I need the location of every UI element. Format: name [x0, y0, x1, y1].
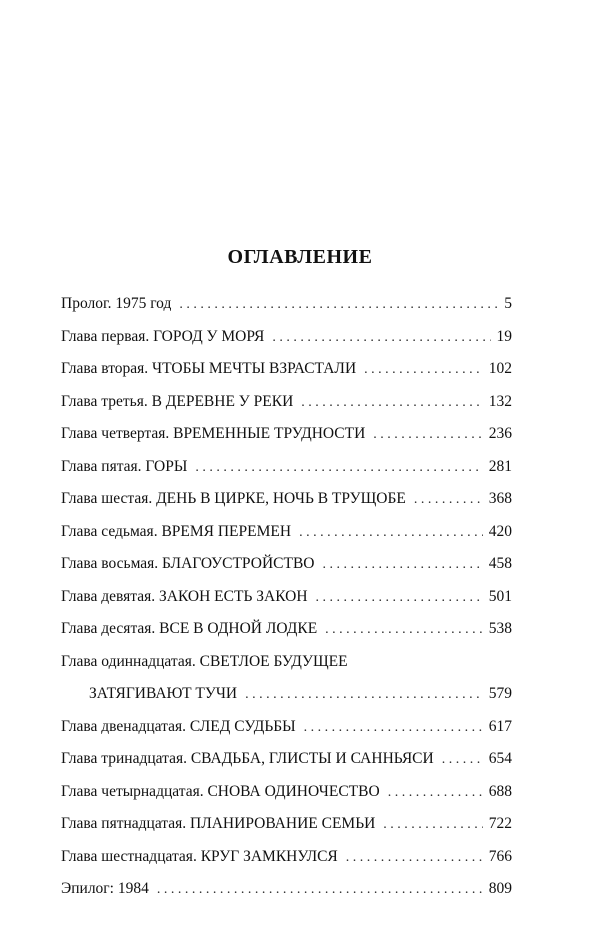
- toc-entry-title: Глава тринадцатая. СВАДЬБА, ГЛИСТЫ И САННЬЯСИ: [61, 750, 434, 767]
- toc-entry: [61, 588, 512, 621]
- dot-leader: [322, 557, 482, 573]
- toc-entry-continuation: [61, 685, 512, 718]
- toc-entry: [61, 393, 512, 426]
- toc-entry-page-number: 19: [496, 327, 512, 345]
- toc-entry-title: Глава пятая. ГОРЫ: [61, 457, 188, 475]
- toc-entry-title: Глава восьмая. БЛАГОУСТРОЙСТВО: [61, 555, 315, 572]
- dot-leader: [346, 850, 483, 866]
- dot-leader: [245, 687, 483, 703]
- dot-leader: [364, 362, 483, 378]
- dot-leader: [388, 785, 483, 801]
- dot-leader: [157, 882, 483, 898]
- toc-entry-title: Глава десятая. ВСЕ В ОДНОЙ ЛОДКЕ: [61, 620, 318, 637]
- toc-entry-title: Глава первая. ГОРОД У МОРЯ: [61, 327, 265, 345]
- dot-leader: [373, 427, 482, 443]
- toc-heading: ОГЛАВЛЕНИЕ: [227, 246, 373, 268]
- toc-entry-page-number: 420: [488, 522, 512, 540]
- toc-entry-title: Глава двенадцатая. СЛЕД СУДЬБЫ: [61, 717, 296, 735]
- toc-entry-page-number: 501: [488, 587, 512, 605]
- toc-entry-page-number: 722: [488, 815, 512, 832]
- dot-leader: [272, 330, 490, 346]
- table-of-contents: [61, 295, 512, 913]
- toc-entry: [61, 425, 512, 458]
- toc-entry-page-number: 688: [488, 782, 512, 800]
- toc-entry-title: Глава шестая. ДЕНЬ В ЦИРКЕ, НОЧЬ В ТРУЩОБЕ: [61, 490, 406, 507]
- toc-entry: [61, 718, 512, 751]
- dot-leader: [316, 590, 483, 606]
- toc-entry-page-number: 617: [488, 717, 512, 735]
- toc-entry-title: Глава пятнадцатая. ПЛАНИРОВАНИЕ СЕМЬИ: [61, 815, 376, 832]
- dot-leader: [383, 817, 482, 833]
- dot-leader: [304, 720, 483, 736]
- toc-entry-title: Глава четырнадцатая. СНОВА ОДИНОЧЕСТВО: [61, 782, 380, 800]
- toc-entry-title: Глава седьмая. ВРЕМЯ ПЕРЕМЕН: [61, 522, 292, 540]
- toc-entry: [61, 880, 512, 913]
- dot-leader: [301, 395, 482, 411]
- toc-entry: [61, 815, 512, 848]
- toc-entry-page-number: 236: [488, 425, 512, 442]
- toc-entry: [61, 295, 512, 328]
- toc-entry-title: Глава одиннадцатая. СВЕТЛОЕ БУДУЩЕЕ: [61, 652, 348, 670]
- toc-entry-page-number: 654: [488, 750, 512, 767]
- toc-entry: [61, 458, 512, 491]
- toc-entry: [61, 653, 512, 686]
- toc-entry-title: Пролог. 1975 год: [61, 295, 172, 312]
- toc-entry-title: Эпилог: 1984: [61, 880, 149, 897]
- toc-entry-title: Глава вторая. ЧТОБЫ МЕЧТЫ ВЗРАСТАЛИ: [61, 360, 357, 377]
- toc-entry-title-continuation: ЗАТЯГИВАЮТ ТУЧИ: [89, 685, 238, 702]
- toc-entry-page-number: 281: [488, 457, 512, 475]
- toc-entry: [61, 620, 512, 653]
- toc-entry-page-number: 458: [488, 555, 512, 572]
- toc-entry-title: Глава девятая. ЗАКОН ЕСТЬ ЗАКОН: [61, 587, 308, 605]
- toc-entry-page-number: 5: [504, 295, 512, 312]
- toc-entry: [61, 783, 512, 816]
- dot-leader: [195, 460, 482, 476]
- dot-leader: [325, 622, 483, 638]
- toc-entry-page-number: 538: [488, 620, 512, 637]
- dot-leader: [414, 492, 483, 508]
- toc-entry-page-number: 766: [488, 847, 512, 865]
- toc-entry-title: Глава четвертая. ВРЕМЕННЫЕ ТРУДНОСТИ: [61, 425, 366, 442]
- toc-entry: [61, 750, 512, 783]
- toc-entry-title: Глава шестнадцатая. КРУГ ЗАМКНУЛСЯ: [61, 847, 338, 865]
- toc-entry-page-number: 579: [488, 685, 512, 702]
- toc-entry: [61, 555, 512, 588]
- toc-entry: [61, 490, 512, 523]
- toc-entry-page-number: 368: [488, 490, 512, 507]
- dot-leader: [299, 525, 483, 541]
- toc-entry: [61, 360, 512, 393]
- toc-entry: [61, 848, 512, 881]
- dot-leader: [179, 297, 498, 313]
- toc-entry-title: Глава третья. В ДЕРЕВНЕ У РЕКИ: [61, 392, 294, 410]
- toc-entry: [61, 328, 512, 361]
- toc-entry: [61, 523, 512, 556]
- toc-entry-page-number: 132: [488, 392, 512, 410]
- toc-entry-page-number: 102: [488, 360, 512, 377]
- dot-leader: [442, 752, 483, 768]
- toc-entry-page-number: 809: [488, 880, 512, 897]
